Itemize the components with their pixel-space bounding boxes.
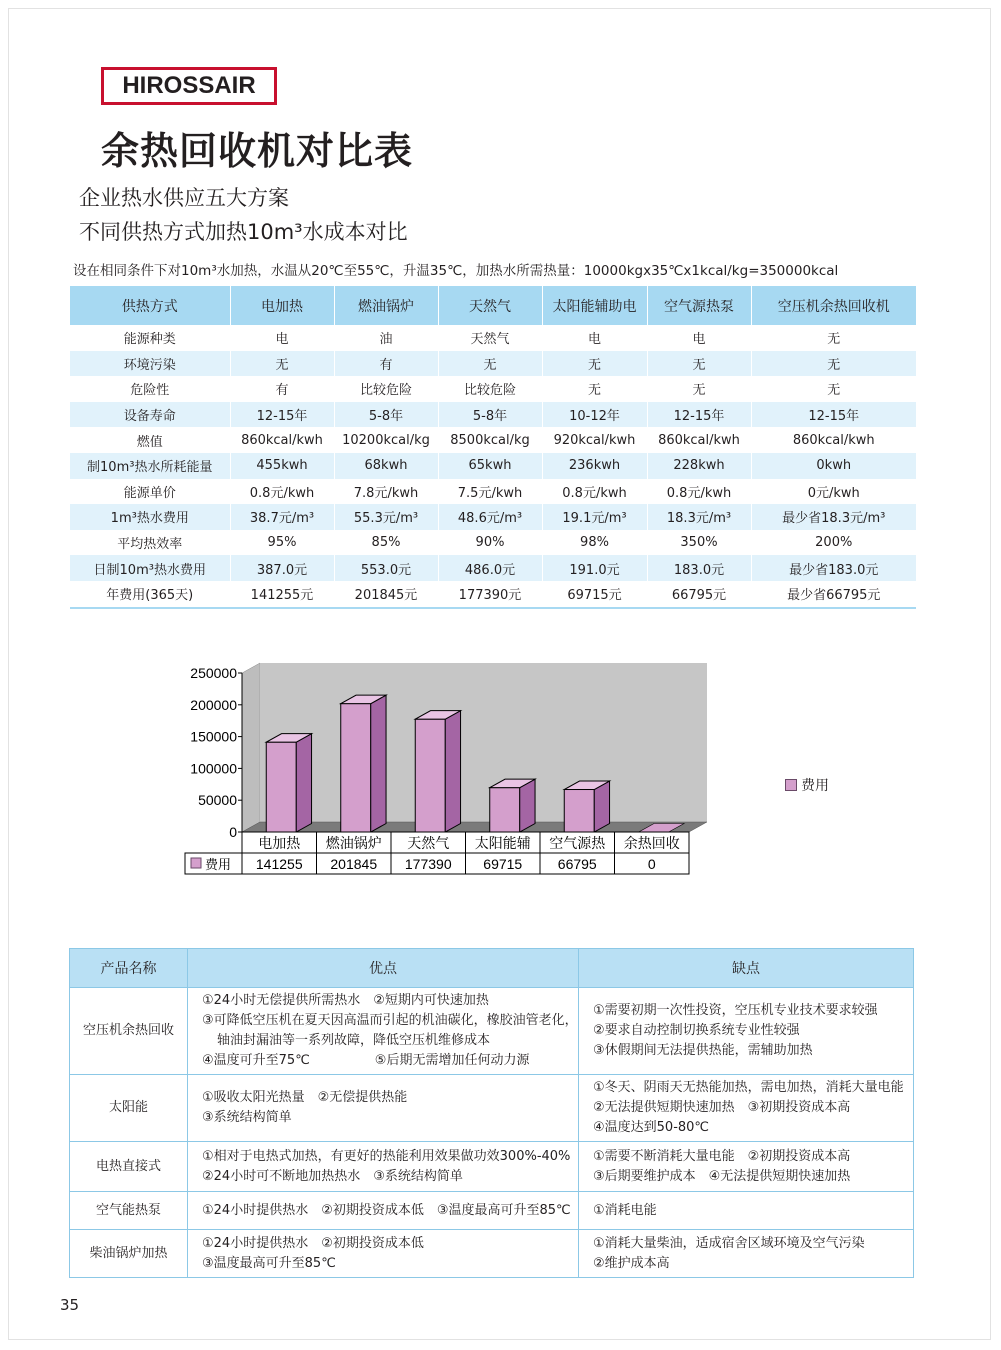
- table-cell: 比较危险: [438, 376, 542, 402]
- y-tick-label: 150000: [190, 728, 237, 745]
- table-cell: 8500kcal/kg: [438, 427, 542, 453]
- cons-line: ③后期要维护成本 ④无法提供短期快速加热: [593, 1168, 851, 1184]
- table-cell: 无: [230, 351, 334, 377]
- bar-side: [445, 711, 460, 832]
- y-tick-label: 0: [229, 824, 237, 840]
- table-cell: 55.3元/m³: [334, 504, 438, 530]
- table-cell: 200%: [751, 530, 916, 556]
- table-row: [70, 351, 916, 377]
- table-cell: 19.1元/m³: [542, 504, 647, 530]
- table-cell: 最少省18.3元/m³: [751, 504, 916, 530]
- cost-bar-chart: [180, 655, 880, 895]
- cons-line: ①需要不断消耗大量电能 ②初期投资成本高: [593, 1148, 851, 1164]
- table-cell: 电: [542, 325, 647, 351]
- cons-line: ④温度达到50-80℃: [593, 1120, 710, 1135]
- table-cell: 860kcal/kwh: [751, 427, 916, 453]
- page-number: 35: [60, 1296, 80, 1314]
- table-row: [70, 325, 916, 351]
- table-cell: 无: [438, 351, 542, 377]
- table-cell: 85%: [334, 530, 438, 556]
- table-row: [70, 402, 916, 428]
- condition-text: 设在相同条件下对10m³水加热，水温从20℃至55℃，升温35℃，加热水所需热量：10000kgx35℃x1kcal/kg=350000kcal: [73, 263, 839, 279]
- table-row: [70, 1230, 914, 1278]
- table-cell: 天然气: [438, 325, 542, 351]
- table-cell: 98%: [542, 530, 647, 556]
- table-cell: 350%: [647, 530, 751, 556]
- table-cell: 860kcal/kwh: [230, 427, 334, 453]
- product-name: 空气能热泵: [70, 1192, 188, 1230]
- row-label: 危险性: [130, 383, 170, 399]
- pros-line: ①吸收太阳光热量 ②无偿提供热能: [202, 1090, 408, 1105]
- table-cell: 201845元: [334, 581, 438, 608]
- page-title: 余热回收机对比表: [101, 129, 414, 173]
- table-cell: 228kwh: [647, 453, 751, 479]
- table-cell: 5-8年: [438, 402, 542, 428]
- table-cell: 比较危险: [334, 376, 438, 402]
- comparison-header-cell: 电加热: [230, 286, 334, 325]
- table-cell: 无: [751, 376, 916, 402]
- row-label: 制10m³热水所耗能量: [70, 453, 230, 479]
- subtitle-2: 不同供热方式加热10m³水成本对比: [79, 220, 408, 244]
- table-cell: 68kwh: [334, 453, 438, 479]
- table-row: [70, 1142, 914, 1192]
- table-row: [70, 988, 914, 1075]
- y-tick-label: 50000: [198, 792, 237, 809]
- x-category-label: 天然气: [407, 836, 450, 852]
- legend-swatch: [785, 779, 797, 791]
- table-cell: 7.8元/kwh: [334, 479, 438, 505]
- table-cell: 455kwh: [230, 453, 334, 479]
- x-category-label: 太阳能辅: [474, 836, 531, 852]
- x-category-label: 余热回收: [623, 836, 680, 852]
- pros-line: 轴油封漏油等一系列故障，降低空压机维修成本: [217, 1033, 491, 1048]
- cons-cell: [579, 1075, 914, 1142]
- cons-line: ①需要初期一次性投资，空压机专业技术要求较强: [593, 1003, 878, 1018]
- logo-text: HIROSSAIR: [122, 72, 256, 99]
- product-name: 电热直接式: [70, 1142, 188, 1192]
- bar-front: [490, 788, 520, 832]
- table-row: [70, 555, 916, 581]
- table-cell: 69715元: [542, 581, 647, 608]
- pros-header-cons: 缺点: [579, 949, 914, 988]
- pros-cell: [188, 1075, 579, 1142]
- table-cell: 最少省66795元: [751, 581, 916, 608]
- cons-line: ②无法提供短期快速加热 ③初期投资成本高: [593, 1100, 851, 1115]
- row-label: 环境污染: [70, 351, 230, 377]
- table-cell: 有: [334, 351, 438, 377]
- comparison-table: [70, 286, 916, 609]
- table-cell: 无: [751, 325, 916, 351]
- table-cell: 无: [542, 351, 647, 377]
- cons-line: ②要求自动控制切换系统专业性较强: [593, 1023, 800, 1038]
- comparison-header-row: [70, 286, 916, 325]
- table-cell: 48.6元/m³: [438, 504, 542, 530]
- table-row: [70, 581, 916, 608]
- row-label: 设备寿命: [70, 402, 230, 428]
- table-cell: 95%: [230, 530, 334, 556]
- table-cell: 12-15年: [230, 402, 334, 428]
- pros-cell: [188, 1192, 579, 1230]
- cons-cell: [579, 1230, 914, 1278]
- x-category-label: 空气源热: [549, 836, 606, 852]
- table-cell: 10200kcal/kg: [334, 427, 438, 453]
- data-value-label: 69715: [483, 856, 523, 872]
- table-cell: 10-12年: [542, 402, 647, 428]
- product-name: 柴油锅炉加热: [70, 1230, 188, 1278]
- pros-line: ①24小时提供热水 ②初期投资成本低: [202, 1235, 424, 1251]
- data-table-swatch: [191, 858, 201, 868]
- pros-cons-table: [69, 948, 914, 1278]
- bar-front: [415, 719, 445, 832]
- table-row: [70, 427, 916, 453]
- comparison-header-cell: 供热方式: [70, 286, 230, 325]
- table-cell: 无: [751, 351, 916, 377]
- table-row: [70, 453, 916, 479]
- table-cell: 最少省183.0元: [751, 555, 916, 581]
- data-value-label: 177390: [404, 856, 452, 872]
- pros-cell: [188, 1230, 579, 1278]
- bar-front: [564, 790, 594, 832]
- row-label: 能源种类: [123, 332, 176, 348]
- table-cell: 920kcal/kwh: [542, 427, 647, 453]
- data-value-label: 66795: [557, 856, 597, 872]
- table-cell: 177390元: [438, 581, 542, 608]
- subtitle-1: 企业热水供应五大方案: [79, 186, 289, 210]
- legend-label: 费用: [801, 778, 829, 794]
- table-cell: 油: [334, 325, 438, 351]
- table-cell: 7.5元/kwh: [438, 479, 542, 505]
- row-label: 能源单价: [123, 485, 176, 501]
- row-label: 年费用(365天): [70, 581, 230, 608]
- x-category-label: 电加热: [258, 836, 301, 852]
- product-name: 空压机余热回收: [70, 988, 188, 1075]
- bar-side: [371, 695, 386, 832]
- comparison-header-cell: 空压机余热回收机: [751, 286, 916, 325]
- product-name: 太阳能: [70, 1075, 188, 1142]
- pros-cell: [188, 1142, 579, 1192]
- table-cell: 66795元: [647, 581, 751, 608]
- cons-cell: [579, 1142, 914, 1192]
- table-cell: 有: [230, 376, 334, 402]
- table-cell: 65kwh: [438, 453, 542, 479]
- table-cell: 553.0元: [334, 555, 438, 581]
- pros-line: ③温度最高可升至85℃: [202, 1255, 336, 1271]
- cons-line: ③休假期间无法提供热能，需辅助加热: [593, 1043, 813, 1058]
- cons-line: ①消耗大量柴油，适成宿舍区域环境及空气污染: [593, 1235, 865, 1251]
- row-label: 燃值: [136, 434, 163, 450]
- data-value-label: 141255: [255, 856, 303, 872]
- row-label: 平均热效率: [117, 537, 183, 553]
- table-row: [70, 376, 916, 402]
- pros-line: ③系统结构简单: [202, 1110, 292, 1125]
- table-cell: 860kcal/kwh: [647, 427, 751, 453]
- pros-header-pros: 优点: [188, 949, 579, 988]
- table-row: [70, 1075, 914, 1142]
- comparison-header-cell: 空气源热泵: [647, 286, 751, 325]
- table-cell: 5-8年: [334, 402, 438, 428]
- pros-line: ③可降低空压机在夏天因高温而引起的机油碳化，橡胶油管老化，: [202, 1013, 578, 1028]
- table-cell: 12-15年: [647, 402, 751, 428]
- y-tick-label: 250000: [190, 665, 237, 681]
- bar-front: [266, 742, 296, 832]
- data-table-series-name: 费用: [205, 858, 232, 873]
- table-cell: 0.8元/kwh: [647, 479, 751, 505]
- table-cell: 无: [542, 376, 647, 402]
- table-row: [70, 530, 916, 556]
- bar-side: [520, 779, 535, 832]
- table-cell: 12-15年: [751, 402, 916, 428]
- table-cell: 0.8元/kwh: [542, 479, 647, 505]
- pros-line: ①24小时提供热水 ②初期投资成本低 ③温度最高可升至85℃: [202, 1202, 571, 1218]
- comparison-header-cell: 天然气: [438, 286, 542, 325]
- chart-side-wall: [242, 663, 260, 832]
- data-value-label: 0: [647, 856, 656, 872]
- table-cell: 0元/kwh: [751, 479, 916, 505]
- y-tick-label: 100000: [190, 760, 237, 777]
- x-category-label: 燃油锅炉: [325, 836, 382, 852]
- table-row: [70, 1192, 914, 1230]
- table-cell: 387.0元: [230, 555, 334, 581]
- table-cell: 无: [647, 351, 751, 377]
- table-cell: 电: [230, 325, 334, 351]
- chart-back-wall: [260, 663, 707, 822]
- row-label: 1m³热水费用: [70, 504, 230, 530]
- table-cell: 90%: [438, 530, 542, 556]
- table-cell: 486.0元: [438, 555, 542, 581]
- pros-cell: [188, 988, 579, 1075]
- table-cell: 141255元: [230, 581, 334, 608]
- row-label: 日制10m³热水费用: [70, 555, 230, 581]
- table-row: [70, 504, 916, 530]
- bar-side: [296, 734, 311, 832]
- cons-cell: [579, 1192, 914, 1230]
- comparison-header-cell: 太阳能辅助电: [542, 286, 647, 325]
- y-tick-label: 200000: [190, 696, 237, 713]
- cons-line: ①消耗电能: [593, 1202, 657, 1218]
- chart-legend: [785, 775, 829, 795]
- cons-line: ①冬天、阴雨天无热能加热，需电加热，消耗大量电能: [593, 1080, 904, 1095]
- table-cell: 0.8元/kwh: [230, 479, 334, 505]
- table-cell: 电: [647, 325, 751, 351]
- table-cell: 无: [647, 376, 751, 402]
- table-row: [70, 479, 916, 505]
- pros-header-name: 产品名称: [70, 949, 188, 988]
- data-value-label: 201845: [330, 856, 378, 872]
- table-cell: 18.3元/m³: [647, 504, 751, 530]
- cons-cell: [579, 988, 914, 1075]
- bar-front: [341, 704, 371, 832]
- pros-line: ①24小时无偿提供所需热水 ②短期内可快速加热: [202, 993, 489, 1008]
- table-cell: 0kwh: [751, 453, 916, 479]
- table-cell: 38.7元/m³: [230, 504, 334, 530]
- table-cell: 191.0元: [542, 555, 647, 581]
- pros-line: ②24小时可不断地加热热水 ③系统结构简单: [202, 1168, 463, 1184]
- table-cell: 183.0元: [647, 555, 751, 581]
- cons-line: ②维护成本高: [593, 1255, 670, 1271]
- comparison-header-cell: 燃油锅炉: [334, 286, 438, 325]
- table-cell: 236kwh: [542, 453, 647, 479]
- pros-line: ①相对于电热式加热，有更好的热能利用效果做功效300%-40%: [202, 1148, 571, 1164]
- brand-logo: [101, 67, 277, 105]
- pros-line: ④温度可升至75℃ ⑤后期无需增加任何动力源: [202, 1053, 530, 1068]
